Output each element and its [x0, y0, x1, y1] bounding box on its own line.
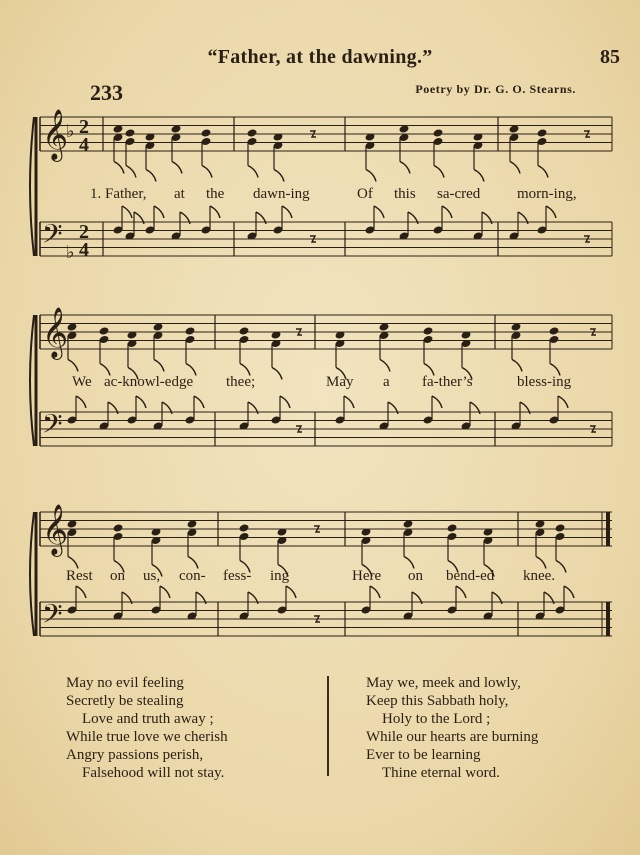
lyric-word: morn-ing,: [517, 186, 577, 202]
hymn-title: “Father, at the dawning.”: [207, 46, 433, 68]
note-head: [555, 523, 566, 532]
lyric-word: Of: [357, 186, 373, 202]
note-head: [185, 326, 196, 335]
page-number: 85: [600, 46, 620, 68]
note-flag: [442, 206, 452, 218]
signatures: [42, 109, 89, 636]
note-flag: [538, 166, 548, 178]
note-head: [537, 128, 548, 137]
time-signature-bottom: 4: [79, 239, 89, 261]
lyric-word: a: [383, 374, 390, 390]
note-flag: [122, 206, 132, 218]
verse-line: Secretly be stealing: [66, 693, 184, 709]
lyric-word: knee.: [523, 568, 556, 584]
hymn-number: 233: [90, 80, 123, 105]
note-flag: [344, 396, 354, 408]
treble-clef-icon: 𝄞: [42, 307, 69, 358]
treble-clef-icon: 𝄞: [42, 109, 69, 160]
note-head: [201, 128, 212, 137]
lyric-word: thee;: [226, 374, 256, 390]
lyric-word: May: [326, 374, 354, 390]
system-brace: [30, 117, 34, 256]
note-head: [423, 326, 434, 335]
column-divider: [327, 676, 329, 776]
note-flag: [404, 557, 414, 569]
lyric-word: Here: [352, 568, 382, 584]
note-flag: [248, 166, 258, 178]
note-flag: [114, 162, 124, 174]
bass-clef-icon: 𝄢: [42, 598, 63, 636]
note-flag: [366, 170, 376, 182]
verse-line: Love and truth away ;: [82, 711, 214, 727]
note-head: [447, 523, 458, 532]
note-head: [125, 128, 136, 137]
note-flag: [546, 206, 556, 218]
time-signature-top: 2: [79, 221, 89, 243]
note-flag: [154, 206, 164, 218]
lyric-word: ac-knowl-edge: [104, 374, 194, 390]
note-flag: [556, 561, 566, 573]
lyric-word: fa-ther’s: [422, 374, 473, 390]
verse-line: Falsehood will not stay.: [82, 765, 225, 781]
verse-line: Holy to the Lord ;: [382, 711, 491, 727]
note-flag: [76, 396, 86, 408]
note-flag: [374, 206, 384, 218]
note-flag: [126, 166, 136, 178]
note-flag: [210, 206, 220, 218]
note-flag: [68, 557, 78, 569]
verse-line: May we, meek and lowly,: [366, 675, 521, 691]
lyric-word: on: [110, 568, 125, 584]
note-flag: [432, 396, 442, 408]
lyric-word: on: [408, 568, 423, 584]
verse-left: [66, 674, 228, 782]
lyric-word: dawn-ing: [253, 186, 310, 202]
verse-line: While our hearts are burning: [366, 729, 539, 745]
final-barline: [606, 602, 610, 636]
poetry-credit: Poetry by Dr. G. O. Stearns.: [415, 82, 576, 96]
note-flag: [400, 162, 410, 174]
note-flag: [154, 360, 164, 372]
verse-line: While true love we cherish: [66, 729, 228, 745]
verse-line: Thine eternal word.: [382, 765, 500, 781]
verse-line: Keep this Sabbath holy,: [366, 693, 509, 709]
note-flag: [456, 586, 466, 598]
verse-right: [366, 674, 538, 782]
verse-line: May no evil feeling: [66, 675, 184, 691]
lyric-word: con-: [179, 568, 206, 584]
lyric-word: bend-ed: [446, 568, 495, 584]
lyric-word: this: [394, 186, 416, 202]
note-head: [113, 523, 124, 532]
lyric-word: at: [174, 186, 185, 202]
note-flag: [510, 162, 520, 174]
lyric-word: Rest: [66, 568, 93, 584]
note-flag: [280, 396, 290, 408]
treble-clef-icon: 𝄞: [42, 504, 69, 555]
note-flag: [474, 170, 484, 182]
lyric-word: We: [72, 374, 92, 390]
key-signature-flat: ♭: [66, 121, 75, 141]
note-flag: [380, 360, 390, 372]
note-head: [549, 326, 560, 335]
note-flag: [558, 396, 568, 408]
lyric-word: sa-cred: [437, 186, 481, 202]
note-flag: [68, 360, 78, 372]
note-flag: [286, 586, 296, 598]
note-head: [247, 128, 258, 137]
note-flag: [202, 166, 212, 178]
verse-line: Angry passions perish,: [66, 747, 204, 763]
note-flag: [512, 360, 522, 372]
note-flag: [272, 368, 282, 380]
key-signature-flat: ♭: [66, 242, 75, 262]
lyric-word: us,: [143, 568, 161, 584]
time-signature-bottom: 4: [79, 134, 89, 156]
note-flag: [434, 166, 444, 178]
note-flag: [370, 586, 380, 598]
time-signature-top: 2: [79, 116, 89, 138]
verse-line: Ever to be learning: [366, 747, 481, 763]
note-flag: [160, 586, 170, 598]
lyric-word: the: [206, 186, 225, 202]
note-flag: [172, 162, 182, 174]
lyric-word: bless-ing: [517, 374, 572, 390]
note-flag: [188, 557, 198, 569]
note-flag: [282, 206, 292, 218]
note-flag: [146, 170, 156, 182]
system-brace: [30, 315, 34, 446]
note-head: [239, 523, 250, 532]
system-brace: [30, 512, 34, 636]
bass-clef-icon: 𝄢: [42, 218, 63, 256]
note-flag: [76, 586, 86, 598]
note-head: [239, 326, 250, 335]
note-flag: [564, 586, 574, 598]
lyric-word: ing: [270, 568, 290, 584]
note-flag: [136, 396, 146, 408]
note-flag: [274, 170, 284, 182]
note-flag: [194, 396, 204, 408]
final-barline: [606, 512, 610, 546]
lyric-word: 1. Father,: [90, 186, 147, 202]
note-flag: [536, 557, 546, 569]
note-head: [433, 128, 444, 137]
bass-clef-icon: 𝄢: [42, 408, 63, 446]
note-head: [99, 326, 110, 335]
lyric-word: fess-: [223, 568, 252, 584]
